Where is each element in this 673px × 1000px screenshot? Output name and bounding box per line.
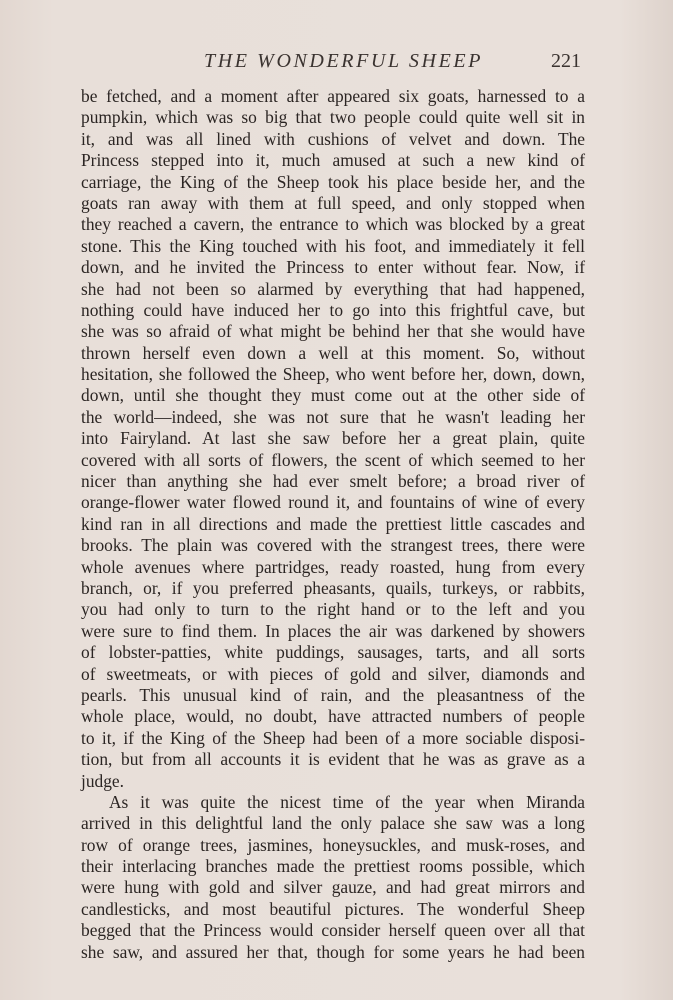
text-line: goats ran away with them at full speed, and only stopped when bbox=[81, 192, 585, 213]
page-number: 221 bbox=[551, 50, 581, 72]
text-line: she had not been so alarmed by everything that had happened, bbox=[81, 278, 585, 299]
text-line: the world—indeed, she was not sure that he wasn't leading her bbox=[81, 406, 585, 427]
text-line: thrown herself even down a well at this moment. So, without bbox=[81, 342, 585, 363]
text-line: tion, but from all accounts it is evident that he was as grave as a bbox=[81, 749, 585, 770]
running-head-title: THE WONDERFUL SHEEP bbox=[204, 50, 484, 72]
text-line: be fetched, and a moment after appeared six goats, harnessed to a bbox=[81, 86, 585, 106]
text-line: down, until she thought they must come out at the other side of bbox=[81, 385, 585, 406]
text-line: kind ran in all directions and made the prettiest little cascades and bbox=[81, 513, 585, 534]
text-line: begged that the Princess would consider herself queen over all that bbox=[81, 920, 585, 941]
text-line: branch, or, if you preferred pheasants, quails, turkeys, or rabbits, bbox=[81, 577, 585, 598]
running-head bbox=[0, 50, 673, 74]
text-line: brooks. The plain was covered with the strangest trees, there were bbox=[81, 535, 585, 556]
paragraph-start-line: As it was quite the nicest time of the year when Miranda bbox=[109, 791, 585, 812]
text-line: to it, if the King of the Sheep had been of a more sociable disposi- bbox=[81, 727, 585, 748]
text-line: she was so afraid of what might be behind her that she would have bbox=[81, 321, 585, 342]
text-line: candlesticks, and most beautiful pictures. The wonderful Sheep bbox=[81, 898, 585, 919]
text-line: their interlacing branches made the prettiest rooms possible, which bbox=[81, 856, 585, 877]
text-line: covered with all sorts of flowers, the scent of which seemed to her bbox=[81, 449, 585, 470]
text-line: of sweetmeats, or with pieces of gold and silver, diamonds and bbox=[81, 663, 585, 684]
text-line: stone. This the King touched with his foot, and immediately it fell bbox=[81, 235, 585, 256]
paragraph-end-line: judge. bbox=[81, 770, 124, 791]
text-line: carriage, the King of the Sheep took his place beside her, and the bbox=[81, 171, 585, 192]
text-line: nicer than anything she had ever smelt before; a broad river of bbox=[81, 471, 585, 492]
text-line: arrived in this delightful land the only palace she saw was a long bbox=[81, 813, 585, 834]
text-line: whole place, would, no doubt, have attracted numbers of people bbox=[81, 706, 585, 727]
text-line: were sure to find them. In places the air was darkened by showers bbox=[81, 620, 585, 641]
text-line: were hung with gold and silver gauze, and had great mirrors and bbox=[81, 877, 585, 898]
body-text bbox=[81, 86, 585, 963]
text-line: they reached a cavern, the entrance to which was blocked by a great bbox=[81, 214, 585, 235]
text-line: nothing could have induced her to go into this frightful cave, but bbox=[81, 299, 585, 320]
text-line: whole avenues where partridges, ready roasted, hung from every bbox=[81, 556, 585, 577]
text-line: down, and he invited the Princess to enter without fear. Now, if bbox=[81, 257, 585, 278]
text-line: pumpkin, which was so big that two people could quite well sit in bbox=[81, 107, 585, 128]
text-line: you had only to turn to the right hand or to the left and you bbox=[81, 599, 585, 620]
text-line: row of orange trees, jasmines, honeysuckles, and musk-roses, and bbox=[81, 834, 585, 855]
text-line: pearls. This unusual kind of rain, and the pleasantness of the bbox=[81, 684, 585, 705]
text-line: of lobster-patties, white puddings, sausages, tarts, and all sorts bbox=[81, 642, 585, 663]
text-line: into Fairyland. At last she saw before her a great plain, quite bbox=[81, 428, 585, 449]
text-line: it, and was all lined with cushions of velvet and down. The bbox=[81, 128, 585, 149]
text-line: hesitation, she followed the Sheep, who went before her, down, down, bbox=[81, 364, 585, 385]
text-line: orange-flower water flowed round it, and fountains of wine of every bbox=[81, 492, 585, 513]
text-line: Princess stepped into it, much amused at such a new kind of bbox=[81, 150, 585, 171]
text-line: she saw, and assured her that, though for some years he had been bbox=[81, 941, 585, 962]
